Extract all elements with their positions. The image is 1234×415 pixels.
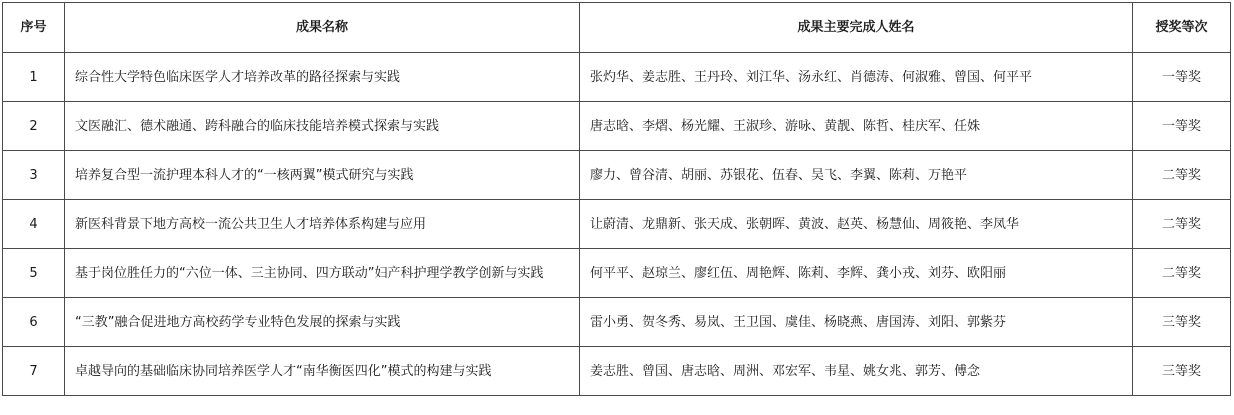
row-index: 3 bbox=[3, 151, 65, 200]
row-award: 一等奖 bbox=[1133, 102, 1231, 151]
row-award: 一等奖 bbox=[1133, 53, 1231, 102]
header-people: 成果主要完成人姓名 bbox=[580, 3, 1133, 53]
table-row bbox=[3, 200, 1231, 249]
row-award: 二等奖 bbox=[1133, 151, 1231, 200]
row-people: 廖力、曾谷清、胡丽、苏银花、伍春、吴飞、李翼、陈莉、万艳平 bbox=[580, 151, 1133, 200]
row-achievement-name: 新医科背景下地方高校一流公共卫生人才培养体系构建与应用 bbox=[65, 200, 580, 249]
table-row bbox=[3, 347, 1231, 396]
row-index: 4 bbox=[3, 200, 65, 249]
row-achievement-name: 卓越导向的基础临床协同培养医学人才“南华衡医四化”模式的构建与实践 bbox=[65, 347, 580, 396]
table-row bbox=[3, 298, 1231, 347]
row-index: 5 bbox=[3, 249, 65, 298]
row-index: 7 bbox=[3, 347, 65, 396]
row-award: 二等奖 bbox=[1133, 200, 1231, 249]
row-achievement-name: “三教”融合促进地方高校药学专业特色发展的探索与实践 bbox=[65, 298, 580, 347]
row-index: 6 bbox=[3, 298, 65, 347]
header-index: 序号 bbox=[3, 3, 65, 53]
row-achievement-name: 综合性大学特色临床医学人才培养改革的路径探索与实践 bbox=[65, 53, 580, 102]
table-row bbox=[3, 102, 1231, 151]
row-people: 何平平、赵琼兰、廖红伍、周艳辉、陈莉、李辉、龚小戎、刘芬、欧阳丽 bbox=[580, 249, 1133, 298]
row-index: 2 bbox=[3, 102, 65, 151]
row-index: 1 bbox=[3, 53, 65, 102]
awards-table bbox=[2, 2, 1231, 396]
table-row bbox=[3, 151, 1231, 200]
row-award: 二等奖 bbox=[1133, 249, 1231, 298]
row-achievement-name: 基于岗位胜任力的“六位一体、三主协同、四方联动”妇产科护理学教学创新与实践 bbox=[65, 249, 580, 298]
row-people: 姜志胜、曾国、唐志晗、周洲、邓宏军、韦星、姚女兆、郭芳、傅念 bbox=[580, 347, 1133, 396]
awards-table-container bbox=[2, 2, 1230, 396]
row-people: 唐志晗、李熠、杨光耀、王淑珍、游咏、黄靓、陈哲、桂庆军、任姝 bbox=[580, 102, 1133, 151]
row-achievement-name: 文医融汇、德术融通、跨科融合的临床技能培养模式探索与实践 bbox=[65, 102, 580, 151]
row-people: 张灼华、姜志胜、王丹玲、刘江华、汤永红、肖德涛、何淑雅、曾国、何平平 bbox=[580, 53, 1133, 102]
row-people: 让蔚清、龙鼎新、张天成、张朝晖、黄波、赵英、杨慧仙、周筱艳、李凤华 bbox=[580, 200, 1133, 249]
row-achievement-name: 培养复合型一流护理本科人才的“一核两翼”模式研究与实践 bbox=[65, 151, 580, 200]
table-row bbox=[3, 53, 1231, 102]
row-people: 雷小勇、贺冬秀、易岚、王卫国、虞佳、杨晓燕、唐国涛、刘阳、郭紫芬 bbox=[580, 298, 1133, 347]
table-header-row bbox=[3, 3, 1231, 53]
header-name: 成果名称 bbox=[65, 3, 580, 53]
row-award: 三等奖 bbox=[1133, 347, 1231, 396]
header-award: 授奖等次 bbox=[1133, 3, 1231, 53]
table-row bbox=[3, 249, 1231, 298]
row-award: 三等奖 bbox=[1133, 298, 1231, 347]
